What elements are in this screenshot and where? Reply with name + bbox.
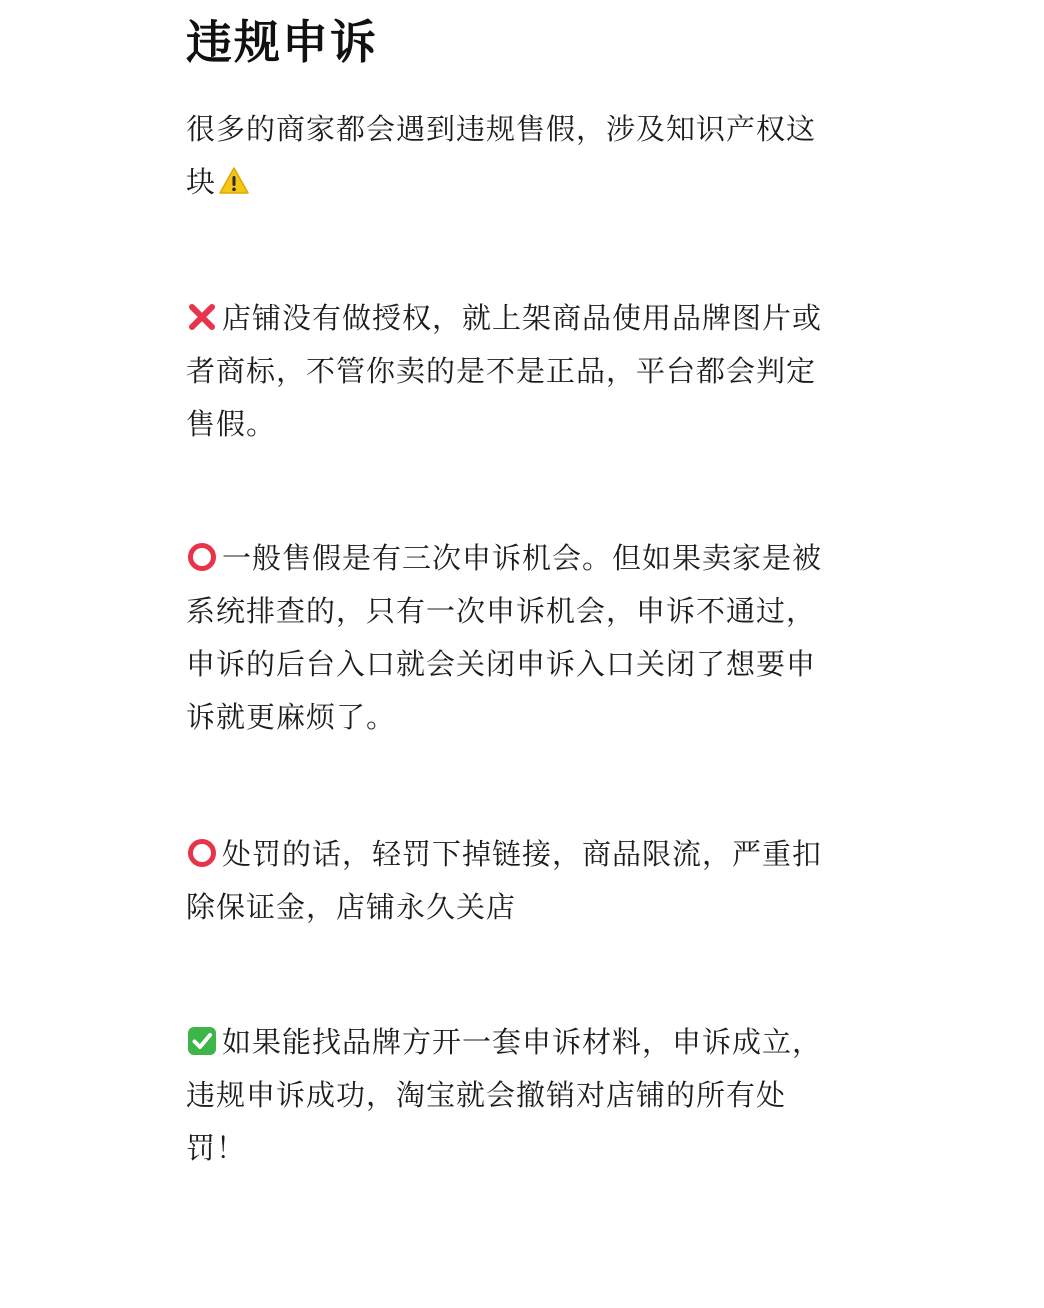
- paragraph-text: 如果能找品牌方开一套申诉材料，申诉成立，违规申诉成功，淘宝就会撤销对店铺的所有处罚！: [186, 1025, 823, 1165]
- paragraph-intro: [186, 103, 836, 209]
- hollow-circle-icon: [186, 837, 218, 869]
- paragraph-text: 很多的商家都会遇到违规售假，涉及知识产权这块: [186, 112, 817, 199]
- paragraph-unauthorized: [186, 292, 836, 451]
- paragraph-appeal-chances: [186, 532, 836, 744]
- paragraph-text: 一般售假是有三次申诉机会。但如果卖家是被系统排查的，只有一次申诉机会，申诉不通过，申诉的后台入口就会关闭申诉入口关闭了想要申诉就更麻烦了。: [186, 541, 823, 734]
- warning-icon: [218, 165, 250, 197]
- paragraph-appeal-success: [186, 1016, 836, 1175]
- check-mark-button-icon: [186, 1025, 218, 1057]
- paragraph-penalties: [186, 828, 836, 934]
- paragraph-text: 处罚的话，轻罚下掉链接，商品限流，严重扣除保证金，店铺永久关店: [186, 837, 823, 924]
- cross-mark-icon: [186, 301, 218, 333]
- hollow-circle-icon: [186, 541, 218, 573]
- paragraph-text: 店铺没有做授权，就上架商品使用品牌图片或者商标，不管你卖的是不是正品，平台都会判定售假。: [186, 301, 823, 441]
- page-title: 违规申诉: [186, 15, 378, 69]
